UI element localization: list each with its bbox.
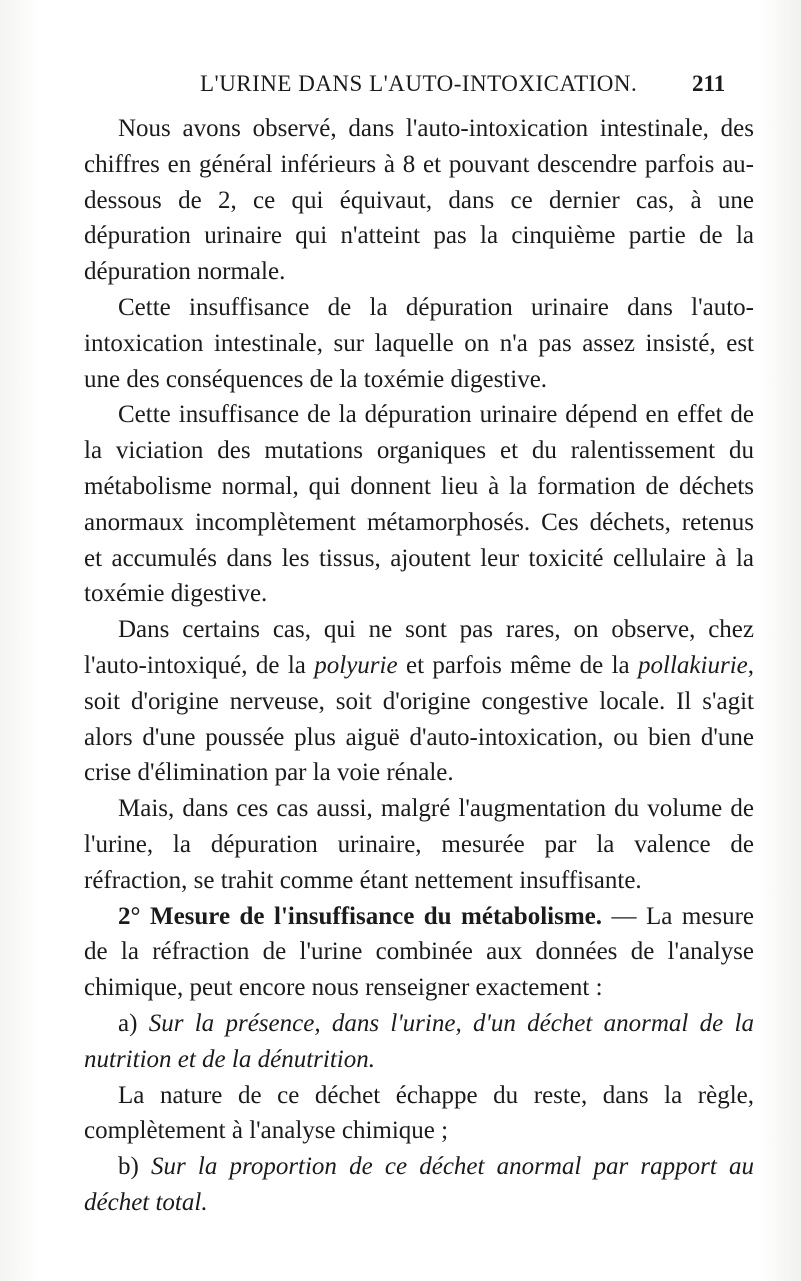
paragraph-8: La nature de ce déchet échappe du reste, dans la règle, complètement à l'analyse chimique ;	[84, 1081, 754, 1145]
list-label: b)	[118, 1153, 151, 1181]
paragraph-2: Cette insuffisance de la dépuration urinaire dans l'auto-intoxication intestinale, sur laquelle on n'a pas assez insisté, est une des conséquences de la toxémie digestive.	[84, 293, 754, 393]
list-item-text: Sur la présence, dans l'urine, d'un déchet anormal de la nutrition et de la dénutrition.	[84, 1009, 754, 1073]
page-number: 211	[692, 71, 726, 96]
page-header	[0, 71, 801, 101]
paragraph-1: Nous avons observé, dans l'auto-intoxication intestinale, des chiffres en général inférieurs à 8 et pouvant descendre parfois au-dessous de 2, ce qui équivaut, dans ce dernier cas, à une dépuration urinaire qui n'atteint pas la cinquième partie de la dépuration normale.	[84, 115, 754, 286]
paragraph-3: Cette insuffisance de la dépuration urinaire dépend en effet de la viciation des mutations organiques et du ralentissement du métabolisme normal, qui donnent lieu à la formation de déchets anormaux incomplètement métamorphosés. Ces déchets, retenus et accumulés dans les tissus, ajoutent leur toxicité cellulaire à la toxémie digestive.	[84, 401, 754, 608]
term-polyurie: polyurie	[314, 651, 398, 679]
list-item-text: Sur la proportion de ce déchet anormal par rapport au déchet total.	[84, 1153, 755, 1216]
paragraph-4	[84, 612, 754, 791]
text-run: , soit d'origine nerveuse, soit d'origine congestive locale. Il s'agit alors d'une poussée plus aiguë d'auto-intoxication, ou bien d'une crise d'élimination par la voie rénale.	[84, 651, 754, 787]
term-pollakiurie: pollakiurie	[638, 651, 748, 679]
section-heading: 2° Mesure de l'insuffisance du métabolisme.	[118, 902, 603, 930]
list-label: a)	[118, 1009, 149, 1037]
running-title: L'URINE DANS L'AUTO-INTOXICATION.	[200, 71, 638, 96]
body-text	[84, 111, 754, 1221]
paragraph-6	[84, 899, 754, 1006]
paragraph-9	[84, 1149, 754, 1221]
text-run: — La mesure de la réfraction de l'urine combinée aux données de l'analyse chimique, peut encore nous renseigner exactement :	[84, 902, 755, 1002]
text-run: et parfois même de la	[397, 651, 639, 679]
paragraph-5: Mais, dans ces cas aussi, malgré l'augmentation du volume de l'urine, la dépuration urinaire, mesurée par la valence de réfraction, se trahit comme étant nettement insuffisante.	[84, 795, 754, 894]
text-run: Dans certains cas, qui ne sont pas rares, on observe, chez l'auto-intoxiqué, de la	[84, 616, 754, 679]
paragraph-7	[84, 1006, 754, 1078]
